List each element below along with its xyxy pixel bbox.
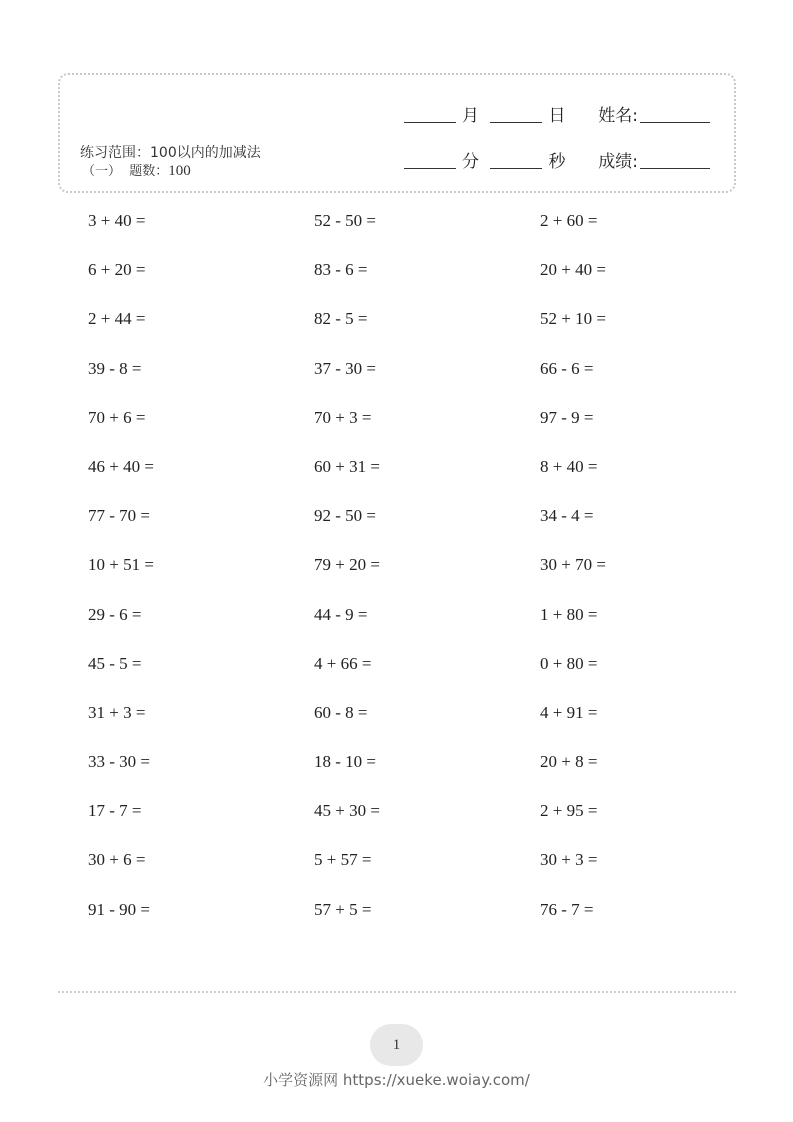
problem-item: 31 + 3 = (88, 702, 146, 722)
problem-item: 52 - 50 = (314, 211, 376, 230)
second-label: 秒 (548, 152, 566, 172)
source-footer: 小学资源网 https://xueke.woiay.com/ (263, 1071, 530, 1089)
minute-blank[interactable] (404, 168, 456, 169)
problem-item: 82 - 5 = (314, 309, 368, 329)
problem-item: 46 + 40 = (88, 456, 154, 476)
problem-item: 97 - 9 = (540, 407, 594, 427)
second-blank[interactable] (490, 168, 542, 169)
practice-range (80, 143, 261, 180)
problem-item: 29 - 6 = (88, 604, 142, 624)
problem-item: 60 - 8 = (314, 702, 368, 722)
problem-item: 8 + 40 = (540, 456, 598, 476)
range-label: 练习范围： (80, 145, 150, 161)
problem-item: 20 + 40 = (540, 260, 606, 280)
problem-item: 18 - 10 = (314, 752, 376, 772)
month-label: 月 (462, 106, 480, 126)
problem-item: 34 - 4 = (540, 506, 594, 526)
problem-item: 70 + 3 = (314, 407, 372, 427)
page-number: 1 (392, 1036, 401, 1053)
problem-item: 39 - 8 = (88, 358, 142, 378)
problem-item: 66 - 6 = (540, 358, 594, 378)
month-blank[interactable] (404, 122, 456, 123)
time-score-row (404, 147, 710, 172)
problem-item: 44 - 9 = (314, 604, 368, 624)
problem-item: 57 + 5 = (314, 899, 372, 919)
problem-grid (88, 210, 708, 948)
problem-item: 1 + 80 = (540, 604, 598, 624)
minute-label: 分 (462, 152, 480, 172)
problem-item: 77 - 70 = (88, 506, 150, 526)
page-number-badge (370, 1024, 423, 1066)
day-blank[interactable] (490, 122, 542, 123)
problem-item: 6 + 20 = (88, 260, 146, 280)
date-name-row (404, 101, 710, 126)
problem-item: 70 + 6 = (88, 407, 146, 427)
count-label: 题数： (129, 164, 169, 179)
problem-item: 33 - 30 = (88, 752, 150, 772)
problem-item: 60 + 31 = (314, 456, 380, 476)
problem-item: 91 - 90 = (88, 899, 150, 919)
problem-item: 3 + 40 = (88, 211, 146, 230)
problem-item: 2 + 60 = (540, 211, 598, 230)
range-sub: （一） (82, 164, 122, 179)
problem-item: 30 + 6 = (88, 850, 146, 870)
footer-divider (58, 991, 736, 993)
name-blank[interactable] (640, 122, 710, 123)
problem-item: 5 + 57 = (314, 850, 372, 870)
name-label: 姓名: (598, 106, 638, 126)
problem-item: 52 + 10 = (540, 309, 606, 329)
problem-item: 76 - 7 = (540, 899, 594, 919)
problem-item: 45 + 30 = (314, 801, 380, 821)
problem-item: 2 + 44 = (88, 309, 146, 329)
score-label: 成绩: (598, 152, 638, 172)
problem-item: 79 + 20 = (314, 555, 380, 575)
problem-item: 4 + 91 = (540, 702, 598, 722)
day-label: 日 (548, 106, 566, 126)
problem-item: 92 - 50 = (314, 506, 376, 526)
problem-item: 0 + 80 = (540, 653, 598, 673)
score-blank[interactable] (640, 168, 710, 169)
problem-item: 10 + 51 = (88, 555, 154, 575)
problem-item: 30 + 3 = (540, 850, 598, 870)
problem-item: 20 + 8 = (540, 752, 598, 772)
worksheet-header (58, 73, 736, 193)
problem-item: 37 - 30 = (314, 358, 376, 378)
count-value: 100 (168, 163, 191, 179)
problem-item: 2 + 95 = (540, 801, 598, 821)
problem-item: 45 - 5 = (88, 653, 142, 673)
problem-item: 17 - 7 = (88, 801, 142, 821)
problem-item: 83 - 6 = (314, 260, 368, 280)
range-value: 100以内的加减法 (150, 145, 261, 161)
problem-item: 30 + 70 = (540, 555, 606, 575)
problem-item: 4 + 66 = (314, 653, 372, 673)
